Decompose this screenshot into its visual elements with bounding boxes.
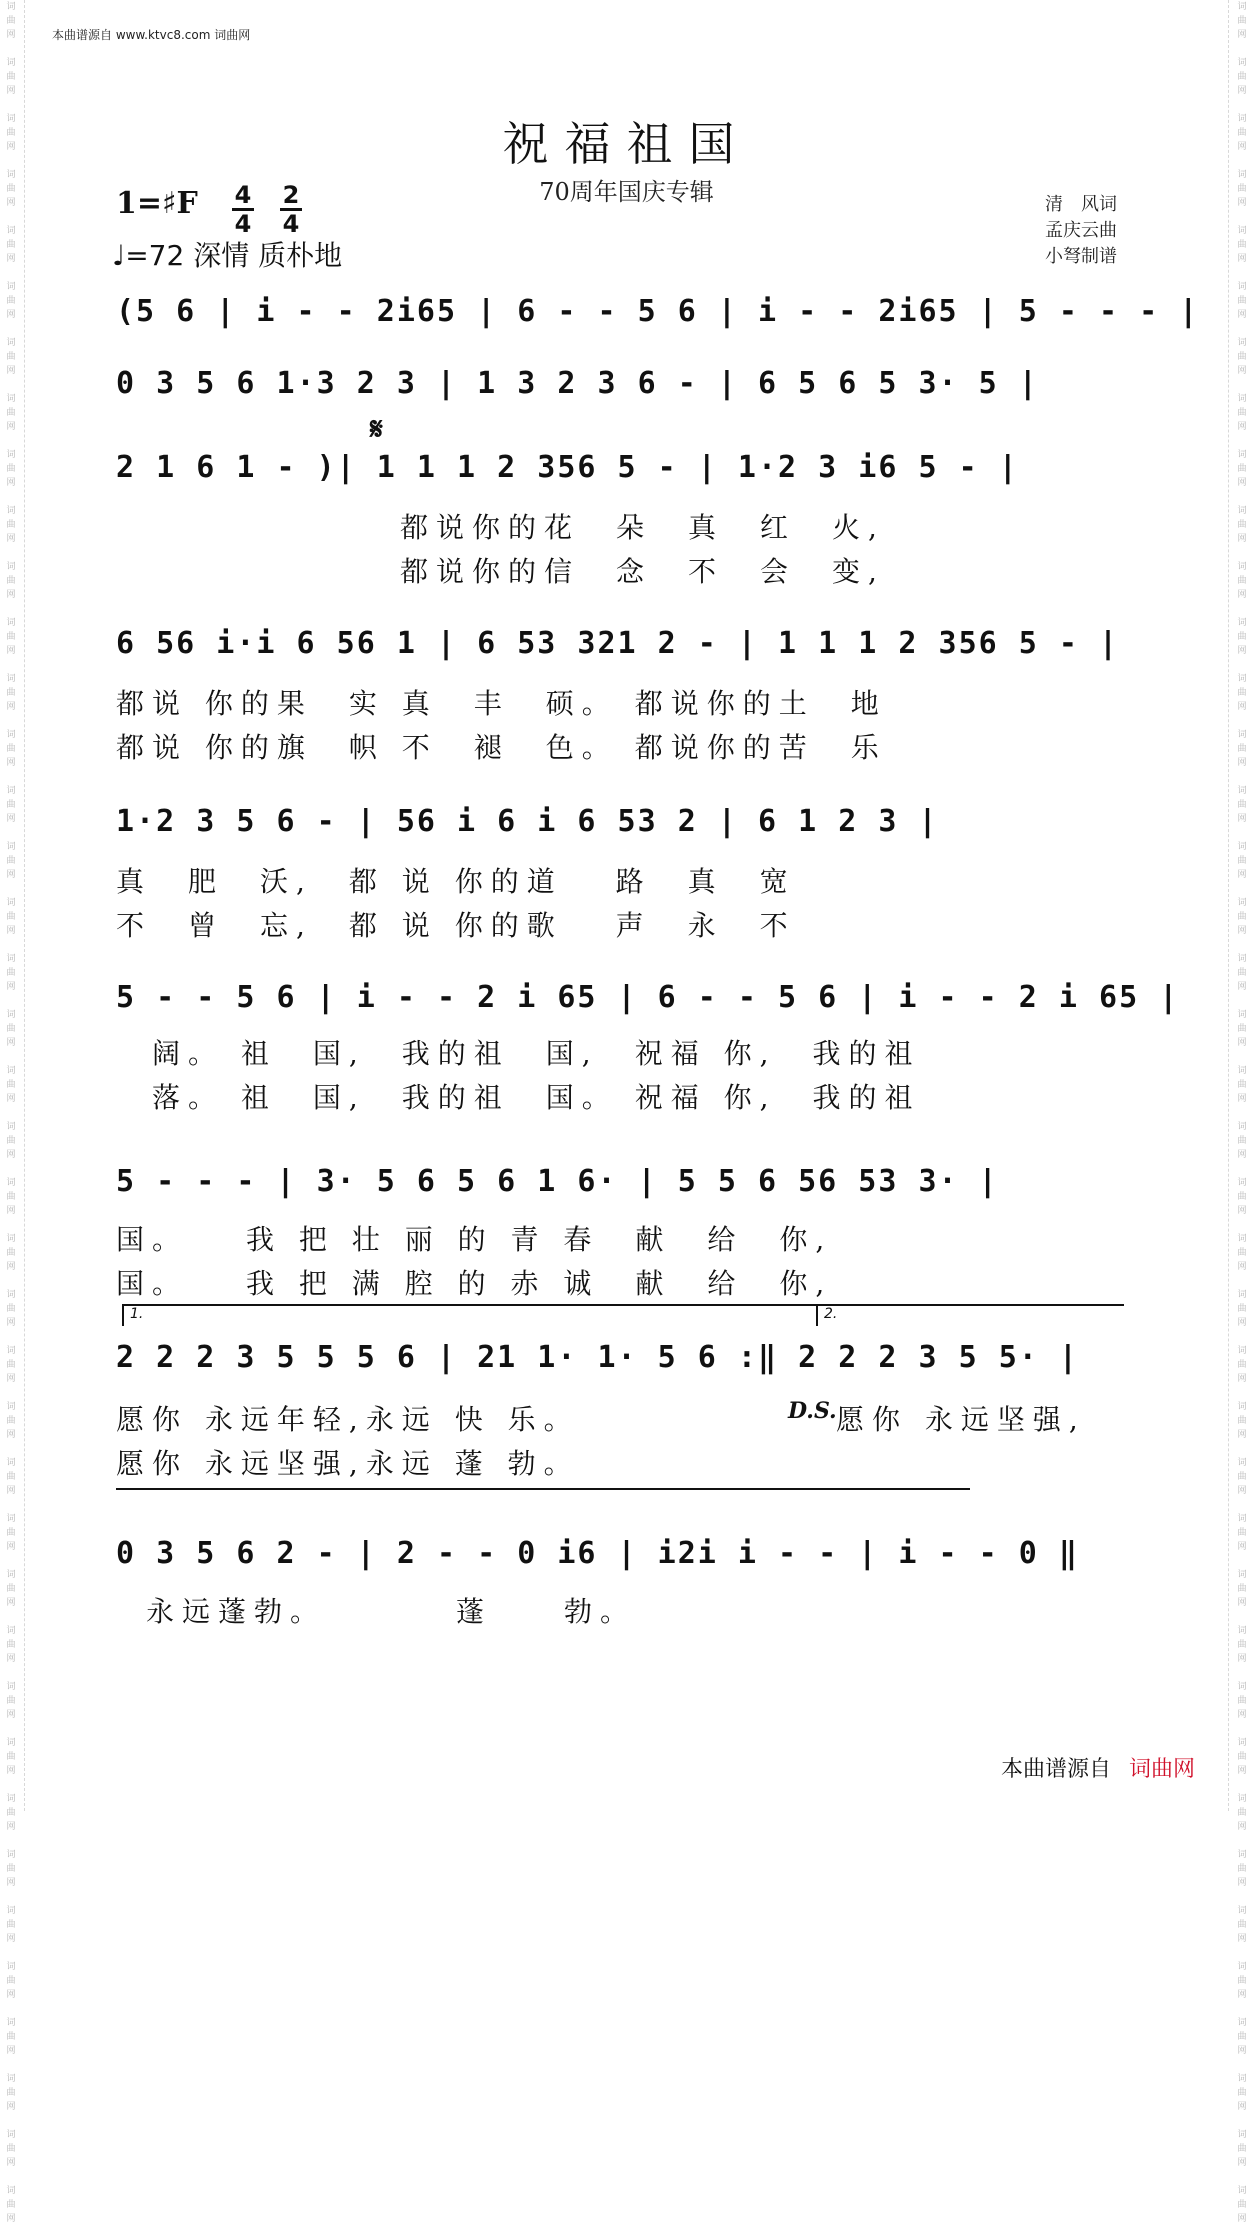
footer-source xyxy=(1001,1752,1195,1783)
page-title: 祝福祖国 xyxy=(502,117,751,171)
staff-2 xyxy=(116,366,1128,416)
footer-text: 本曲谱源自 xyxy=(1000,1757,1111,1782)
volta-1-bracket: 1. xyxy=(122,1304,820,1326)
credits xyxy=(1045,192,1117,270)
source-watermark: 本曲谱源自 www.ktvc8.com 词曲网 xyxy=(52,28,251,42)
time-signature-4-4: 4 4 xyxy=(230,182,256,237)
ending-bracket-line xyxy=(116,1488,970,1490)
lyric-line-1: 永远蓬勃。 蓬 勃。 xyxy=(146,1595,637,1628)
lyric-line-1: 国。 我 把 壮 丽 的 青 春 献 给 你, xyxy=(116,1223,833,1256)
staff-6 xyxy=(116,980,1180,1030)
side-watermark-right: 词 曲 网 词 曲 网 词 曲 网 词 曲 网 词 曲 网 词 曲 网 词 曲 网 词 曲 网 词 曲 网 词 曲 网 词 曲 网 词 曲 网 词 曲 网 词 曲 网 词 曲 网 词 曲 网 词 曲 网 词 曲 网 词 曲 网 词 曲 网 词 曲 网 词 曲 网 词 曲 网 词 曲 网 词 曲 网 词 曲 网 词 曲 网 词 曲 网 词 曲 网 词 曲 网 词 曲 网 词 曲 网 词 曲 网 词 曲 网 词 曲 网 词 曲 网 词 曲 网 词 曲 网 词 曲 网 词 曲 网 xyxy=(1237,2,1247,2224)
staff-8 xyxy=(116,1340,1128,1390)
staff-notes: 1·2 3 5 6 - | 56 i 6 i 6 53 2 | 6 1 2 3 | xyxy=(116,804,939,839)
right-margin-line xyxy=(1228,0,1229,1811)
staff-notes: 2 2 2 3 5 5 5 6 | 21 1· 1· 5 6 :‖ 2 2 2 3 5 5· | xyxy=(116,1340,1079,1375)
composer: 孟庆云曲 xyxy=(1045,220,1117,241)
left-margin-line xyxy=(24,0,25,1811)
lyric-line-2: 不 曾 忘, 都 说 你的歌 声 永 不 xyxy=(116,909,796,942)
lyricist: 清 风词 xyxy=(1045,194,1117,215)
lyric-line-2: 都说你的信 念 不 会 变, xyxy=(400,555,885,588)
side-watermark-left: 词 曲 网 词 曲 网 词 曲 网 词 曲 网 词 曲 网 词 曲 网 词 曲 网 词 曲 网 词 曲 网 词 曲 网 词 曲 网 词 曲 网 词 曲 网 词 曲 网 词 曲 网 词 曲 网 词 曲 网 词 曲 网 词 曲 网 词 曲 网 词 曲 网 词 曲 网 词 曲 网 词 曲 网 词 曲 网 词 曲 网 词 曲 网 词 曲 网 词 曲 网 词 曲 网 词 曲 网 词 曲 网 词 曲 网 词 曲 网 词 曲 网 词 曲 网 词 曲 网 词 曲 网 词 曲 网 词 曲 网 xyxy=(6,2,16,2224)
staff-notes: 6 56 i·i 6 56 1 | 6 53 321 2 - | 1 1 1 2 356 5 - | xyxy=(116,626,1120,661)
staff-3 xyxy=(116,450,1128,500)
lyric-line-2: 落。 祖 国, 我的祖 国。 祝福 你, 我的祖 xyxy=(152,1081,921,1114)
staff-notes: 5 - - 5 6 | i - - 2 i 65 | 6 - - 5 6 | i - - 2 i 65 | xyxy=(116,980,1180,1015)
segno-sign: 𝄋 xyxy=(370,412,383,447)
lyric-line-volta-2: 愿你 永远坚强, xyxy=(836,1403,1086,1436)
arranger: 小弩制谱 xyxy=(1045,246,1117,267)
lyric-line-2: 国。 我 把 满 腔 的 赤 诚 献 给 你, xyxy=(116,1267,833,1300)
staff-notes: 5 - - - | 3· 5 6 5 6 1 6· | 5 5 6 56 53 3· | xyxy=(116,1164,999,1199)
key-signature: 1=♯F xyxy=(116,186,198,221)
lyric-line-2: 都说 你的旗 帜 不 褪 色。 都说你的苦 乐 xyxy=(116,731,887,764)
staff-notes: 0 3 5 6 2 - | 2 - - 0 i6 | i2i i - - | i - - 0 ‖ xyxy=(116,1536,1079,1571)
time-signature-2-4: 2 4 xyxy=(278,182,304,237)
lyric-line-1: 都说 你的果 实 真 丰 硕。 都说你的土 地 xyxy=(116,687,887,720)
staff-9 xyxy=(116,1536,1128,1586)
staff-notes: 2 1 6 1 - )| 1 1 1 2 356 5 - | 1·2 3 i6 5 - | xyxy=(116,450,1019,485)
lyric-line-1: 愿你 永远年轻,永远 快 乐。 xyxy=(116,1403,580,1436)
tempo-marking: ♩=72 深情 质朴地 xyxy=(112,239,343,272)
staff-7 xyxy=(116,1164,1128,1214)
staff-notes: (5 6 | i - - 2i65 | 6 - - 5 6 | i - - 2i65 | 5 - - - | xyxy=(116,294,1200,329)
staff-1 xyxy=(116,294,1200,344)
lyric-line-1: 阔。 祖 国, 我的祖 国, 祝福 你, 我的祖 xyxy=(152,1037,921,1070)
lyric-line-1: 都说你的花 朵 真 红 火, xyxy=(400,511,885,544)
lyric-line-2: 愿你 永远坚强,永远 蓬 勃。 xyxy=(116,1447,580,1480)
subtitle: 70周年国庆专辑 xyxy=(539,178,714,206)
lyric-line-1: 真 肥 沃, 都 说 你的道 路 真 宽 xyxy=(116,865,796,898)
dal-segno-marking: D.S. xyxy=(788,1398,837,1424)
staff-5 xyxy=(116,804,1128,854)
staff-4 xyxy=(116,626,1128,676)
staff-notes: 0 3 5 6 1·3 2 3 | 1 3 2 3 6 - | 6 5 6 5 3· 5 | xyxy=(116,366,1039,401)
footer-brand-link[interactable]: 词曲网 xyxy=(1128,1757,1195,1782)
volta-2-bracket: 2. xyxy=(816,1304,1124,1326)
